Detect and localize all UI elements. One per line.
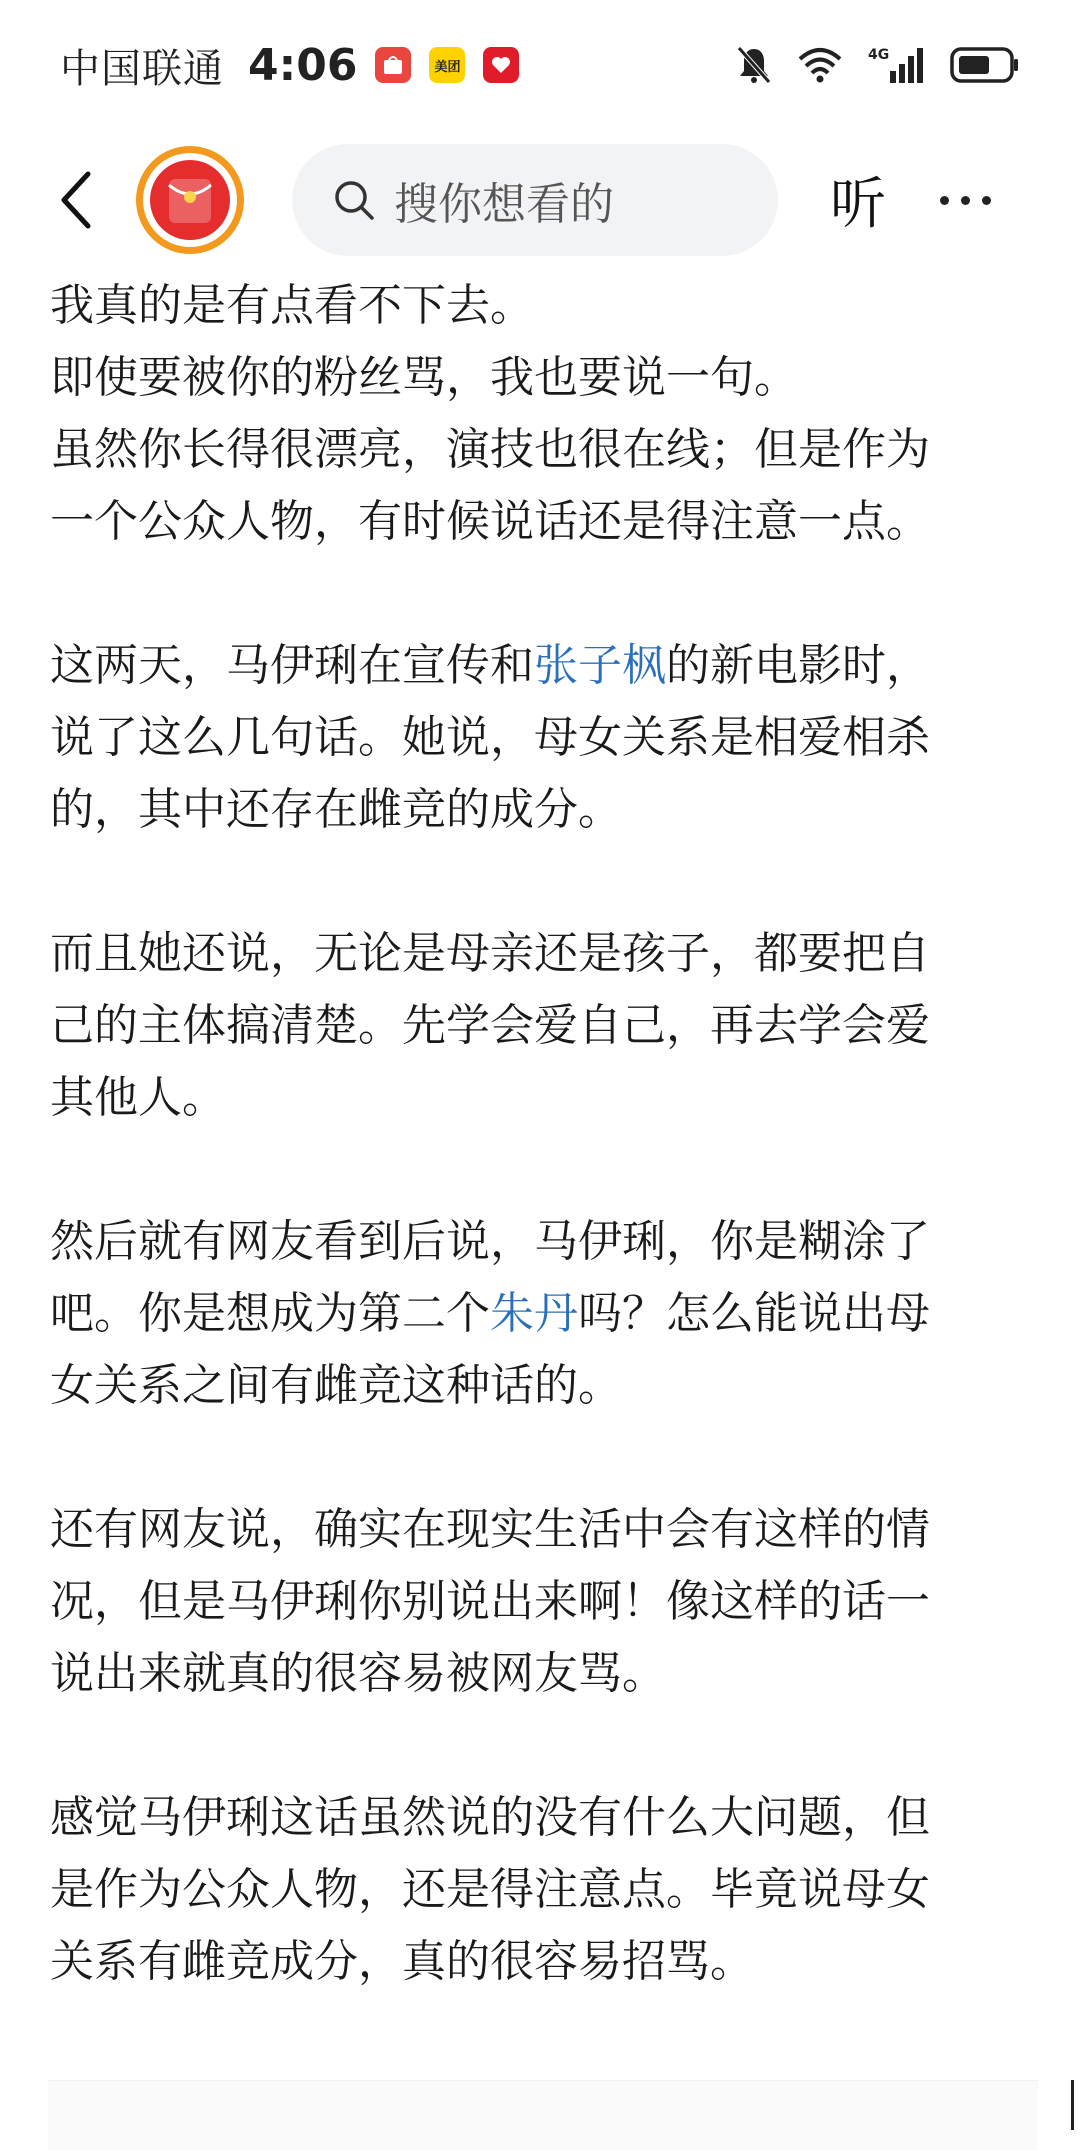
more-icon-dot bbox=[982, 196, 991, 205]
text-line: 己的主体搞清楚。先学会爱自己，再去学会爱 bbox=[50, 1000, 930, 1051]
article-body bbox=[50, 270, 1010, 1998]
meituan-icon: 美团 bbox=[429, 47, 465, 83]
text-line: 的，其中还存在雌竞的成分。 bbox=[50, 784, 622, 835]
text-line: 然后就有网友看到后说，马伊琍，你是糊涂了 bbox=[50, 1216, 930, 1267]
text-span: 这两天，马伊琍在宣传和 bbox=[50, 640, 534, 691]
listen-button[interactable]: 听 bbox=[830, 172, 886, 237]
search-icon bbox=[332, 178, 376, 222]
text-line: 而且她还说，无论是母亲还是孩子，都要把自 bbox=[50, 928, 930, 979]
text-line bbox=[50, 630, 1010, 702]
clock-time: 4:06 bbox=[248, 39, 358, 91]
avatar[interactable] bbox=[136, 146, 244, 254]
huawei-store-icon bbox=[375, 47, 411, 83]
text-span: 吧。你是想成为第二个 bbox=[50, 1288, 490, 1339]
status-right bbox=[736, 45, 1020, 85]
paragraph-5 bbox=[50, 1494, 1010, 1710]
text-line: 还有网友说，确实在现实生活中会有这样的情 bbox=[50, 1504, 930, 1555]
more-button[interactable] bbox=[940, 196, 991, 205]
text-span: 的新电影时， bbox=[666, 640, 930, 691]
svg-text:4G: 4G bbox=[868, 47, 890, 63]
text-line: 其他人。 bbox=[50, 1072, 226, 1123]
back-button[interactable] bbox=[46, 160, 106, 240]
link-zhu-dan[interactable]: 朱丹 bbox=[490, 1288, 578, 1339]
text-line: 说了这么几句话。她说，母女关系是相爱相杀 bbox=[50, 712, 930, 763]
heart-app-icon bbox=[483, 47, 519, 83]
top-nav-bar bbox=[0, 130, 1080, 270]
paragraph-1 bbox=[50, 270, 1010, 558]
text-span: 吗？怎么能说出母 bbox=[578, 1288, 930, 1339]
text-line: 我真的是有点看不下去。 bbox=[50, 280, 534, 331]
status-left bbox=[60, 37, 519, 94]
search-input[interactable] bbox=[292, 144, 778, 256]
scroll-indicator bbox=[1071, 2080, 1074, 2130]
red-envelope-icon bbox=[150, 160, 230, 240]
bottom-area bbox=[48, 2080, 1038, 2150]
text-line: 关系有雌竞成分，真的很容易招骂。 bbox=[50, 1936, 754, 1987]
text-line: 女关系之间有雌竞这种话的。 bbox=[50, 1360, 622, 1411]
search-placeholder: 搜你想看的 bbox=[394, 179, 614, 230]
carrier-name: 中国联通 bbox=[60, 45, 224, 92]
text-line: 即使要被你的粉丝骂，我也要说一句。 bbox=[50, 352, 798, 403]
more-icon-dot bbox=[961, 196, 970, 205]
paragraph-4 bbox=[50, 1206, 1010, 1422]
text-line: 是作为公众人物，还是得注意点。毕竟说母女 bbox=[50, 1864, 930, 1915]
text-line: 虽然你长得很漂亮，演技也很在线；但是作为 bbox=[50, 424, 930, 475]
more-icon bbox=[940, 196, 949, 205]
battery-icon bbox=[950, 46, 1020, 84]
text-line: 况，但是马伊琍你别说出来啊！像这样的话一 bbox=[50, 1576, 930, 1627]
text-line: 感觉马伊琍这话虽然说的没有什么大问题，但 bbox=[50, 1792, 930, 1843]
wifi-icon bbox=[798, 47, 842, 83]
paragraph-3 bbox=[50, 918, 1010, 1134]
text-line: 一个公众人物，有时候说话还是得注意一点。 bbox=[50, 496, 930, 547]
paragraph-2 bbox=[50, 630, 1010, 846]
link-zhang-zifeng[interactable]: 张子枫 bbox=[534, 640, 666, 691]
text-line bbox=[50, 1278, 1010, 1350]
paragraph-6 bbox=[50, 1782, 1010, 1998]
back-arrow-icon bbox=[56, 168, 96, 232]
status-bar bbox=[0, 0, 1080, 130]
signal-icon bbox=[868, 45, 924, 85]
mute-icon bbox=[736, 45, 772, 85]
text-line: 说出来就真的很容易被网友骂。 bbox=[50, 1648, 666, 1699]
